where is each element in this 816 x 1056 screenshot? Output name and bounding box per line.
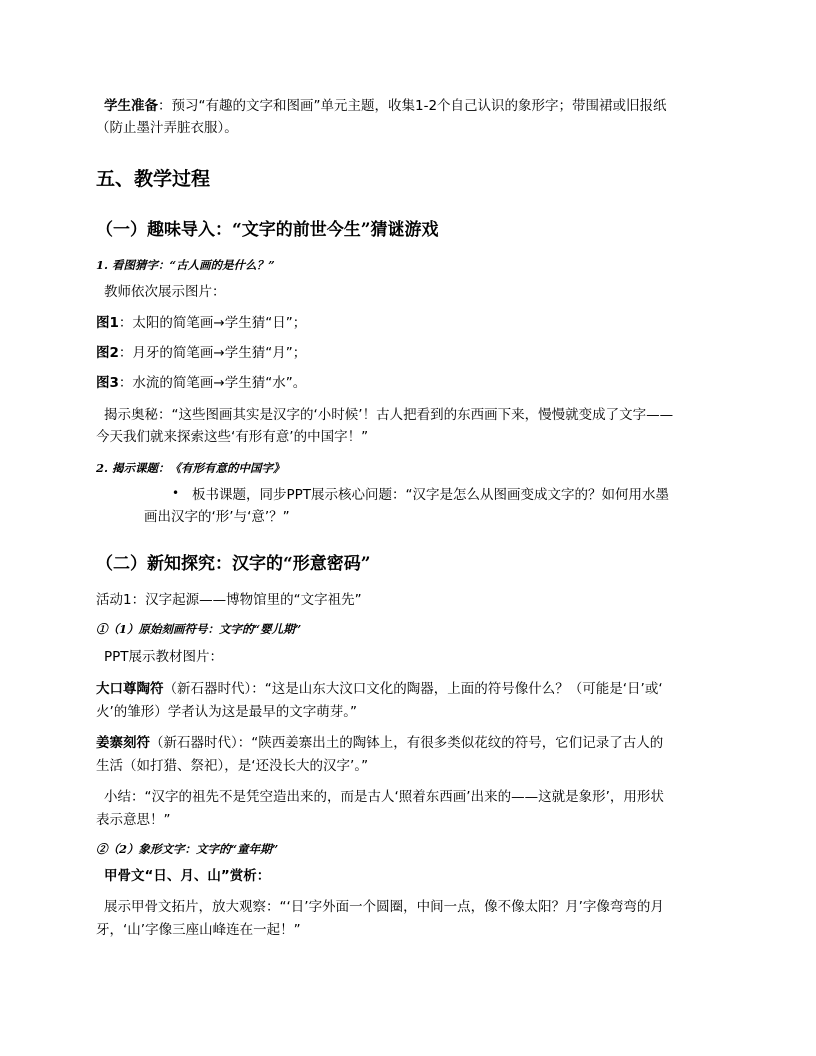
prep-line-2: （防止墨汁弄脏衣服）。 [96,120,238,136]
bullet-icon: • [172,486,180,500]
pic-text: ：月牙的简笔画→学生猜“月”； [118,345,307,361]
jiang-line-1 [96,733,736,753]
pic-text: ：水流的简笔画→学生猜“水”。 [118,375,307,391]
sub1-heading: ①（1）原始刻画符号：文字的“婴儿期” [96,622,302,636]
prep-text-1: ：预习“有趣的文字和图画”单元主题，收集1-2个自己认识的象形字；带围裙或旧报纸 [158,98,667,114]
pic-label: 图2 [96,345,119,361]
pic-item-3 [96,373,736,393]
summary-line-1: 小结：“汉字的祖先不是凭空造出来的，而是古人‘照着东西画’出来的——这就是象形’，用形状 [104,789,664,805]
reveal-line-1: 揭示奥秘：“这些图画其实是汉字的‘小时候’！古人把看到的东西画下来，慢慢就变成了文字—— [104,407,674,423]
dakou-label: 大口尊陶符 [96,681,164,697]
jiang-text-1: （新石器时代）：“陕西姜寨出土的陶钵上，有很多类似花纹的符号，它们记录了古人的 [150,735,664,751]
dakou-line-1 [96,679,736,699]
dakou-line-2: 火’的雏形）学者认为这是最早的文字萌芽。” [96,704,358,720]
pic-item-1 [96,313,736,333]
dakou-text-1: （新石器时代）：“这是山东大汶口文化的陶器，上面的符号像什么？（可能是‘日’或‘ [163,681,663,697]
jiang-line-2: 生活（如打猎、祭祀），是‘还没长大的汉字’。” [96,758,369,774]
jiang-label: 姜寨刻符 [96,735,150,751]
sub2-heading: ②（2）象形文字：文字的“童年期” [96,842,279,856]
prep-label: 学生准备 [104,98,158,114]
pic-text: ：太阳的简笔画→学生猜“日”； [118,315,307,331]
board-line-2: 画出汉字的‘形’与‘意’？” [144,509,290,525]
activity-1: 活动1：汉字起源——博物馆里的“文字祖先” [96,592,362,608]
pic-label: 图3 [96,375,119,391]
oracle-title: 甲骨文“日、月、山”赏析： [104,868,271,884]
step2-heading: 2. 揭示课题：《有形有意的中国字》 [96,461,285,475]
step1-intro: 教师依次展示图片： [104,284,226,300]
reveal-line-2: 今天我们就来探索这些‘有形有意’的中国字！” [96,429,369,445]
oracle-line-2: 牙，‘山’字像三座山峰连在一起！” [96,922,301,938]
prep-line-1 [104,96,744,116]
part1-title: （一）趣味导入：“文字的前世今生”猜谜游戏 [96,220,439,240]
step1-heading: 1. 看图猜字：“古人画的是什么？” [96,258,275,272]
board-line-1: 板书课题，同步PPT展示核心问题：“汉字是怎么从图画变成文字的？如何用水墨 [192,487,670,503]
oracle-line-1: 展示甲骨文拓片，放大观察：“‘日’字外面一个圆圈，中间一点，像不像太阳？月’字像弯弯的月 [104,899,664,915]
summary-line-2: 表示意思！” [96,812,171,828]
pic-label: 图1 [96,315,119,331]
ppt-intro: PPT展示教材图片： [104,649,224,665]
pic-item-2 [96,343,736,363]
part2-title: （二）新知探究：汉字的“形意密码” [96,554,371,574]
section-title: 五、教学过程 [96,168,211,190]
